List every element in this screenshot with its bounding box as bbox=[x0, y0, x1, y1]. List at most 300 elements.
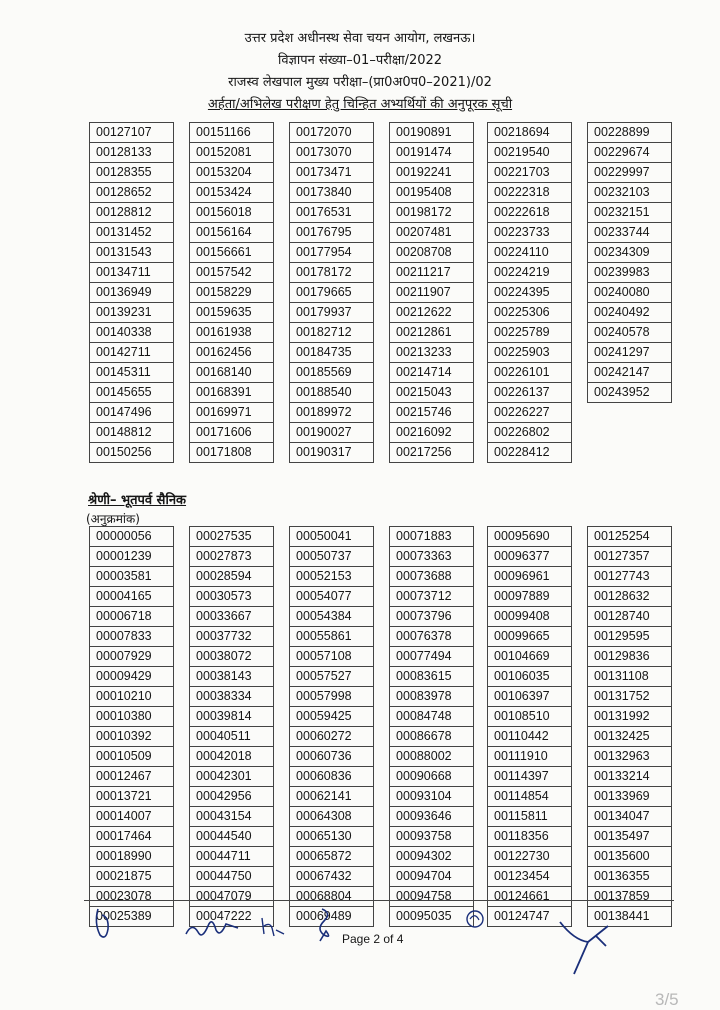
roll-number-cell: 00013721 bbox=[90, 787, 174, 807]
table-row bbox=[588, 587, 672, 607]
roll-number-column bbox=[487, 526, 572, 927]
roll-number-cell: 00128355 bbox=[90, 163, 174, 183]
table-row bbox=[488, 827, 572, 847]
category-subheading: (अनुक्रमांक) bbox=[86, 512, 140, 526]
roll-number-cell: 00093758 bbox=[390, 827, 474, 847]
roll-number-cell: 00073363 bbox=[390, 547, 474, 567]
table-row bbox=[90, 567, 174, 587]
table-row bbox=[90, 807, 174, 827]
table-row bbox=[588, 567, 672, 587]
roll-number-cell: 00094704 bbox=[390, 867, 474, 887]
table-row bbox=[90, 183, 174, 203]
table-row bbox=[90, 403, 174, 423]
table-row bbox=[588, 123, 672, 143]
roll-number-column bbox=[389, 122, 474, 463]
roll-number-cell: 00043154 bbox=[190, 807, 274, 827]
roll-number-cell: 00106397 bbox=[488, 687, 572, 707]
roll-number-cell: 00147496 bbox=[90, 403, 174, 423]
table-row bbox=[190, 887, 274, 907]
table-row bbox=[588, 203, 672, 223]
roll-number-cell: 00137859 bbox=[588, 887, 672, 907]
roll-number-cell: 00152081 bbox=[190, 143, 274, 163]
table-row bbox=[488, 383, 572, 403]
roll-number-cell: 00108510 bbox=[488, 707, 572, 727]
table-row bbox=[190, 203, 274, 223]
table-row bbox=[90, 627, 174, 647]
table-row bbox=[90, 243, 174, 263]
table-row bbox=[588, 143, 672, 163]
table-row bbox=[190, 423, 274, 443]
roll-number-cell: 00033667 bbox=[190, 607, 274, 627]
table-row bbox=[488, 647, 572, 667]
table-row bbox=[190, 767, 274, 787]
roll-number-cell: 00134711 bbox=[90, 263, 174, 283]
roll-number-cell: 00195408 bbox=[390, 183, 474, 203]
roll-number-cell: 00135600 bbox=[588, 847, 672, 867]
roll-number-cell: 00055861 bbox=[290, 627, 374, 647]
roll-number-column bbox=[587, 526, 672, 927]
table-row bbox=[588, 283, 672, 303]
roll-number-cell: 00157542 bbox=[190, 263, 274, 283]
roll-number-cell: 00038072 bbox=[190, 647, 274, 667]
roll-number-column bbox=[389, 526, 474, 927]
roll-number-cell: 00229997 bbox=[588, 163, 672, 183]
roll-number-cell: 00156164 bbox=[190, 223, 274, 243]
table-row bbox=[190, 667, 274, 687]
table-row bbox=[488, 283, 572, 303]
roll-number-cell: 00217256 bbox=[390, 443, 474, 463]
table-row bbox=[488, 323, 572, 343]
table-row bbox=[90, 667, 174, 687]
roll-number-cell: 00004165 bbox=[90, 587, 174, 607]
commission-name: उत्तर प्रदेश अधीनस्थ सेवा चयन आयोग, लखनऊ। bbox=[244, 31, 476, 46]
roll-number-cell: 00213233 bbox=[390, 343, 474, 363]
table-row bbox=[290, 283, 374, 303]
roll-number-cell: 00153204 bbox=[190, 163, 274, 183]
roll-number-cell: 00042956 bbox=[190, 787, 274, 807]
table-row bbox=[588, 263, 672, 283]
roll-number-cell: 00173070 bbox=[290, 143, 374, 163]
table-row bbox=[588, 343, 672, 363]
table-row bbox=[588, 547, 672, 567]
roll-number-cell: 00179665 bbox=[290, 283, 374, 303]
roll-number-cell: 00211907 bbox=[390, 283, 474, 303]
roll-number-cell: 00093646 bbox=[390, 807, 474, 827]
table-row bbox=[290, 667, 374, 687]
table-row bbox=[488, 707, 572, 727]
roll-number-cell: 00131452 bbox=[90, 223, 174, 243]
roll-number-cell: 00104669 bbox=[488, 647, 572, 667]
roll-number-cell: 00057527 bbox=[290, 667, 374, 687]
roll-number-cell: 00037732 bbox=[190, 627, 274, 647]
roll-number-column bbox=[289, 526, 374, 927]
table-row bbox=[90, 423, 174, 443]
roll-number-cell: 00168391 bbox=[190, 383, 274, 403]
table-row bbox=[390, 607, 474, 627]
roll-number-cell: 00028594 bbox=[190, 567, 274, 587]
roll-number-cell: 00038334 bbox=[190, 687, 274, 707]
table-row bbox=[488, 887, 572, 907]
roll-number-cell: 00010509 bbox=[90, 747, 174, 767]
roll-number-cell: 00226227 bbox=[488, 403, 572, 423]
table-row bbox=[390, 323, 474, 343]
signature-icon bbox=[258, 914, 288, 940]
table-row bbox=[90, 383, 174, 403]
roll-number-cell: 00198172 bbox=[390, 203, 474, 223]
roll-number-cell: 00021875 bbox=[90, 867, 174, 887]
table-row bbox=[190, 747, 274, 767]
table-row bbox=[190, 787, 274, 807]
roll-number-cell: 00027873 bbox=[190, 547, 274, 567]
roll-number-cell: 00096961 bbox=[488, 567, 572, 587]
table-row bbox=[290, 303, 374, 323]
table-row bbox=[390, 403, 474, 423]
roll-number-cell: 00086678 bbox=[390, 727, 474, 747]
table-row bbox=[488, 243, 572, 263]
table-row bbox=[390, 283, 474, 303]
roll-number-cell: 00132963 bbox=[588, 747, 672, 767]
roll-number-cell: 00212861 bbox=[390, 323, 474, 343]
roll-number-cell: 00131543 bbox=[90, 243, 174, 263]
table-row bbox=[588, 887, 672, 907]
table-row bbox=[290, 343, 374, 363]
table-row bbox=[90, 547, 174, 567]
table-row bbox=[390, 363, 474, 383]
roll-number-cell: 00224219 bbox=[488, 263, 572, 283]
roll-number-cell: 00129595 bbox=[588, 627, 672, 647]
table-row bbox=[290, 383, 374, 403]
table-row bbox=[190, 263, 274, 283]
roll-number-cell: 00133969 bbox=[588, 787, 672, 807]
table-row bbox=[390, 163, 474, 183]
table-row bbox=[488, 403, 572, 423]
roll-number-cell: 00229674 bbox=[588, 143, 672, 163]
roll-number-cell: 00148812 bbox=[90, 423, 174, 443]
table-row bbox=[190, 243, 274, 263]
roll-number-cell: 00138441 bbox=[588, 907, 672, 927]
roll-number-cell: 00151166 bbox=[190, 123, 274, 143]
roll-number-cell: 00003581 bbox=[90, 567, 174, 587]
roll-number-cell: 00185569 bbox=[290, 363, 374, 383]
table-row bbox=[588, 707, 672, 727]
roll-number-cell: 00094758 bbox=[390, 887, 474, 907]
roll-number-cell: 00073688 bbox=[390, 567, 474, 587]
roll-number-cell: 00159635 bbox=[190, 303, 274, 323]
table-row bbox=[390, 687, 474, 707]
roll-number-cell: 00215043 bbox=[390, 383, 474, 403]
roll-number-cell: 00099665 bbox=[488, 627, 572, 647]
roll-number-cell: 00179937 bbox=[290, 303, 374, 323]
table-row bbox=[488, 867, 572, 887]
roll-number-cell: 00123454 bbox=[488, 867, 572, 887]
roll-number-cell: 00044750 bbox=[190, 867, 274, 887]
document-header bbox=[0, 28, 720, 116]
roll-number-cell: 00069489 bbox=[290, 907, 374, 927]
roll-number-cell: 00010210 bbox=[90, 687, 174, 707]
roll-number-cell: 00173471 bbox=[290, 163, 374, 183]
table-row bbox=[390, 647, 474, 667]
table-row bbox=[588, 163, 672, 183]
roll-number-cell: 00094302 bbox=[390, 847, 474, 867]
table-row bbox=[290, 787, 374, 807]
roll-number-cell: 00125254 bbox=[588, 527, 672, 547]
table-row bbox=[290, 403, 374, 423]
roll-number-column bbox=[89, 122, 174, 463]
page-number: Page 2 of 4 bbox=[342, 932, 404, 946]
roll-number-cell: 00077494 bbox=[390, 647, 474, 667]
table-row bbox=[290, 707, 374, 727]
roll-number-cell: 00068804 bbox=[290, 887, 374, 907]
roll-number-cell: 00208708 bbox=[390, 243, 474, 263]
roll-number-cell: 00060736 bbox=[290, 747, 374, 767]
roll-number-cell: 00190317 bbox=[290, 443, 374, 463]
table-row bbox=[390, 867, 474, 887]
table-row bbox=[390, 787, 474, 807]
table-row bbox=[190, 727, 274, 747]
roll-number-cell: 00084748 bbox=[390, 707, 474, 727]
roll-number-cell: 00057998 bbox=[290, 687, 374, 707]
roll-number-cell: 00128652 bbox=[90, 183, 174, 203]
roll-number-cell: 00156661 bbox=[190, 243, 274, 263]
roll-number-cell: 00054384 bbox=[290, 607, 374, 627]
roll-number-cell: 00042018 bbox=[190, 747, 274, 767]
table-row bbox=[190, 303, 274, 323]
roll-number-cell: 00189972 bbox=[290, 403, 374, 423]
roll-number-cell: 00047079 bbox=[190, 887, 274, 907]
roll-number-cell: 00047222 bbox=[190, 907, 274, 927]
table-row bbox=[90, 607, 174, 627]
roll-number-cell: 00242147 bbox=[588, 363, 672, 383]
roll-number-cell: 00219540 bbox=[488, 143, 572, 163]
roll-number-cell: 00083978 bbox=[390, 687, 474, 707]
table-row bbox=[190, 403, 274, 423]
roll-number-cell: 00216092 bbox=[390, 423, 474, 443]
table-row bbox=[90, 707, 174, 727]
table-row bbox=[488, 363, 572, 383]
table-row bbox=[190, 847, 274, 867]
roll-number-cell: 00027535 bbox=[190, 527, 274, 547]
table-row bbox=[390, 587, 474, 607]
roll-number-cell: 00006718 bbox=[90, 607, 174, 627]
roll-number-cell: 00226101 bbox=[488, 363, 572, 383]
roll-number-cell: 00131108 bbox=[588, 667, 672, 687]
table-row bbox=[488, 123, 572, 143]
table-row bbox=[90, 283, 174, 303]
roll-number-cell: 00065872 bbox=[290, 847, 374, 867]
roll-number-cell: 00009429 bbox=[90, 667, 174, 687]
roll-number-cell: 00176795 bbox=[290, 223, 374, 243]
table-row bbox=[290, 547, 374, 567]
roll-number-cell: 00178172 bbox=[290, 263, 374, 283]
table-row bbox=[290, 767, 374, 787]
table-row bbox=[290, 423, 374, 443]
roll-number-cell: 00161938 bbox=[190, 323, 274, 343]
table-row bbox=[488, 767, 572, 787]
roll-number-cell: 00040511 bbox=[190, 727, 274, 747]
roll-number-cell: 00067432 bbox=[290, 867, 374, 887]
table-row bbox=[588, 687, 672, 707]
roll-number-cell: 00184735 bbox=[290, 343, 374, 363]
table-row bbox=[390, 627, 474, 647]
category-heading: श्रेणी– भूतपर्व सैनिक bbox=[88, 493, 187, 508]
table-row bbox=[290, 363, 374, 383]
roll-number-column bbox=[189, 122, 274, 463]
table-row bbox=[488, 443, 572, 463]
table-row bbox=[190, 383, 274, 403]
roll-number-cell: 00243952 bbox=[588, 383, 672, 403]
table-row bbox=[488, 727, 572, 747]
table-row bbox=[588, 183, 672, 203]
table-row bbox=[290, 263, 374, 283]
roll-number-cell: 00131752 bbox=[588, 687, 672, 707]
roll-number-cell: 00191474 bbox=[390, 143, 474, 163]
table-row bbox=[488, 547, 572, 567]
table-row bbox=[190, 443, 274, 463]
table-row bbox=[488, 847, 572, 867]
table-row bbox=[390, 727, 474, 747]
roll-number-cell: 00158229 bbox=[190, 283, 274, 303]
roll-number-cell: 00052153 bbox=[290, 567, 374, 587]
table-row bbox=[90, 527, 174, 547]
table-row bbox=[390, 243, 474, 263]
table-row bbox=[488, 807, 572, 827]
roll-number-cell: 00136355 bbox=[588, 867, 672, 887]
roll-number-cell: 00190027 bbox=[290, 423, 374, 443]
table-row bbox=[588, 747, 672, 767]
roll-number-cell: 00218694 bbox=[488, 123, 572, 143]
table-row bbox=[488, 183, 572, 203]
table-row bbox=[290, 323, 374, 343]
roll-number-cell: 00025389 bbox=[90, 907, 174, 927]
roll-number-cell: 00228899 bbox=[588, 123, 672, 143]
roll-number-cell: 00115811 bbox=[488, 807, 572, 827]
roll-number-cell: 00128632 bbox=[588, 587, 672, 607]
roll-number-cell: 00062141 bbox=[290, 787, 374, 807]
table-row bbox=[390, 223, 474, 243]
table-row bbox=[90, 203, 174, 223]
table-row bbox=[190, 867, 274, 887]
table-row bbox=[488, 163, 572, 183]
table-row bbox=[488, 303, 572, 323]
roll-number-cell: 00083615 bbox=[390, 667, 474, 687]
roll-number-cell: 00212622 bbox=[390, 303, 474, 323]
table-row bbox=[588, 303, 672, 323]
signature-icon bbox=[556, 912, 616, 978]
signature-icon bbox=[462, 906, 488, 932]
roll-number-cell: 00110442 bbox=[488, 727, 572, 747]
roll-number-cell: 00060272 bbox=[290, 727, 374, 747]
table-row bbox=[190, 363, 274, 383]
table-row bbox=[190, 163, 274, 183]
table-row bbox=[290, 747, 374, 767]
table-row bbox=[90, 867, 174, 887]
table-row bbox=[488, 143, 572, 163]
roll-number-cell: 00240578 bbox=[588, 323, 672, 343]
roll-number-cell: 00139231 bbox=[90, 303, 174, 323]
table-row bbox=[390, 887, 474, 907]
roll-number-cell: 00171808 bbox=[190, 443, 274, 463]
table-row bbox=[588, 787, 672, 807]
roll-number-cell: 00131992 bbox=[588, 707, 672, 727]
table-row bbox=[90, 847, 174, 867]
table-row bbox=[90, 647, 174, 667]
table-row bbox=[290, 647, 374, 667]
table-row bbox=[588, 383, 672, 403]
table-row bbox=[488, 787, 572, 807]
roll-number-cell: 00093104 bbox=[390, 787, 474, 807]
roll-number-cell: 00171606 bbox=[190, 423, 274, 443]
signature-icon bbox=[312, 905, 338, 945]
roll-number-cell: 00182712 bbox=[290, 323, 374, 343]
table-row bbox=[90, 727, 174, 747]
roll-number-cell: 00057108 bbox=[290, 647, 374, 667]
roll-number-cell: 00050041 bbox=[290, 527, 374, 547]
roll-number-cell: 00225306 bbox=[488, 303, 572, 323]
roll-number-cell: 00127107 bbox=[90, 123, 174, 143]
roll-number-cell: 00001239 bbox=[90, 547, 174, 567]
signature-icon bbox=[182, 912, 242, 944]
roll-number-cell: 00221703 bbox=[488, 163, 572, 183]
table-row bbox=[488, 587, 572, 607]
roll-number-cell: 00114397 bbox=[488, 767, 572, 787]
roll-number-cell: 00156018 bbox=[190, 203, 274, 223]
table-row bbox=[90, 687, 174, 707]
table-row bbox=[90, 263, 174, 283]
table-row bbox=[290, 607, 374, 627]
roll-number-cell: 00241297 bbox=[588, 343, 672, 363]
roll-number-cell: 00233744 bbox=[588, 223, 672, 243]
table-row bbox=[390, 907, 474, 927]
table-row bbox=[290, 143, 374, 163]
table-row bbox=[588, 243, 672, 263]
roll-number-column bbox=[89, 526, 174, 927]
table-row bbox=[190, 283, 274, 303]
table-row bbox=[588, 627, 672, 647]
table-row bbox=[390, 263, 474, 283]
table-row bbox=[290, 443, 374, 463]
roll-number-cell: 00124747 bbox=[488, 907, 572, 927]
roll-number-cell: 00133214 bbox=[588, 767, 672, 787]
table-row bbox=[390, 383, 474, 403]
roll-number-cell: 00145311 bbox=[90, 363, 174, 383]
table-row bbox=[190, 567, 274, 587]
roll-number-cell: 00145655 bbox=[90, 383, 174, 403]
table-row bbox=[390, 343, 474, 363]
roll-number-cell: 00240080 bbox=[588, 283, 672, 303]
roll-number-cell: 00010392 bbox=[90, 727, 174, 747]
table-row bbox=[290, 123, 374, 143]
table-row bbox=[90, 223, 174, 243]
table-row bbox=[290, 527, 374, 547]
table-row bbox=[290, 163, 374, 183]
table-row bbox=[390, 827, 474, 847]
roll-number-cell: 00128740 bbox=[588, 607, 672, 627]
table-row bbox=[488, 423, 572, 443]
roll-number-cell: 00232151 bbox=[588, 203, 672, 223]
table-row bbox=[190, 123, 274, 143]
roll-number-cell: 00127743 bbox=[588, 567, 672, 587]
table-row bbox=[290, 203, 374, 223]
roll-number-cell: 00239983 bbox=[588, 263, 672, 283]
roll-number-cell: 00223733 bbox=[488, 223, 572, 243]
table-row bbox=[390, 807, 474, 827]
roll-number-cell: 00226802 bbox=[488, 423, 572, 443]
roll-number-cell: 00173840 bbox=[290, 183, 374, 203]
table-row bbox=[390, 767, 474, 787]
roll-number-cell: 00071883 bbox=[390, 527, 474, 547]
roll-number-cell: 00135497 bbox=[588, 827, 672, 847]
table-row bbox=[190, 547, 274, 567]
